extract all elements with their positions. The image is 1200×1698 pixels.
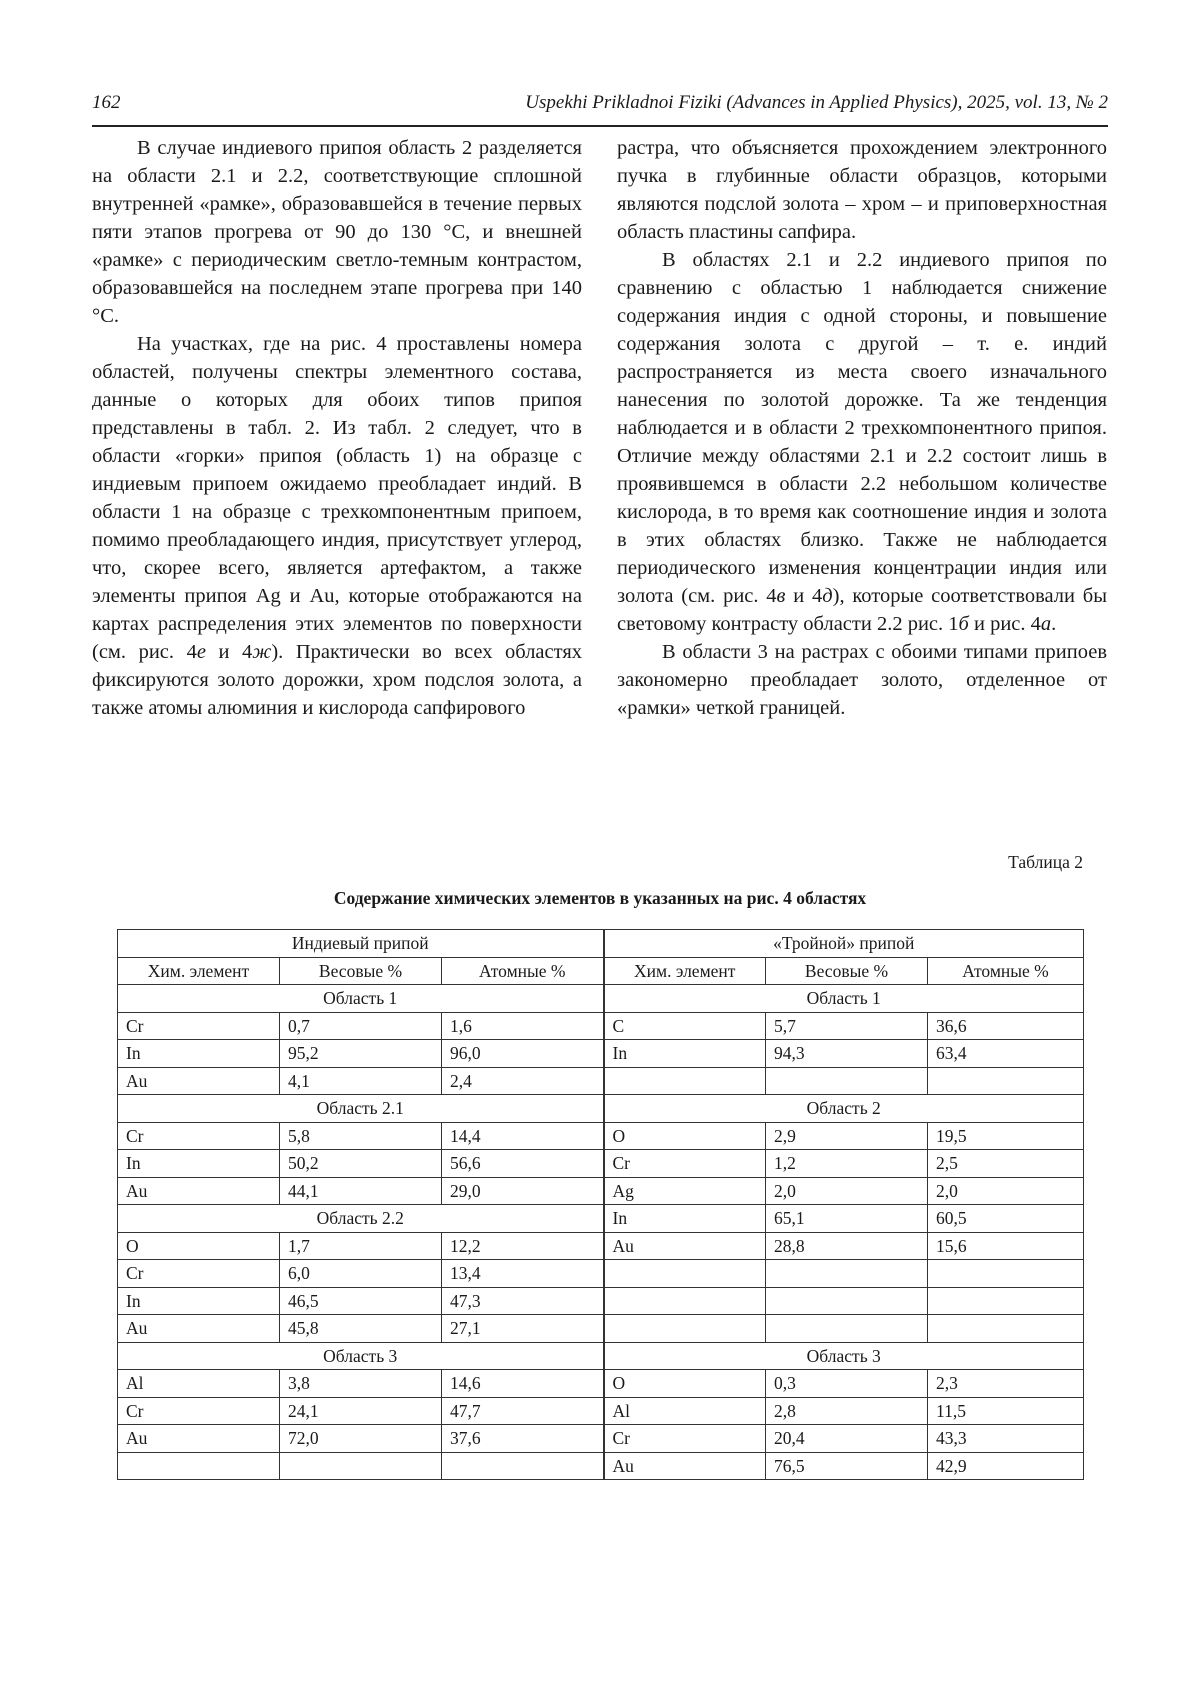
element-cell (604, 1287, 766, 1315)
element-cell: Au (118, 1425, 280, 1453)
element-cell: O (604, 1122, 766, 1150)
figure-ref: д (822, 585, 833, 607)
table-row (118, 1370, 1084, 1398)
text-run: ), которые соответствовали бы световому контрасту области 2.2 рис. 1 (617, 585, 1107, 635)
weight-percent-cell: 50,2 (280, 1150, 442, 1178)
weight-percent-cell: 2,0 (766, 1177, 928, 1205)
figure-ref: ж (252, 641, 272, 663)
section-label: Область 2.2 (118, 1205, 604, 1233)
weight-percent-cell: 20,4 (766, 1425, 928, 1453)
right-column (617, 134, 1107, 722)
weight-percent-cell: 24,1 (280, 1397, 442, 1425)
weight-percent-cell: 3,8 (280, 1370, 442, 1398)
weight-percent-cell: 44,1 (280, 1177, 442, 1205)
atomic-percent-cell: 96,0 (442, 1040, 604, 1068)
weight-percent-cell: 2,9 (766, 1122, 928, 1150)
journal-title: Uspekhi Prikladnoi Fiziki (Advances in Applied Physics), 2025, vol. 13, № 2 (525, 92, 1108, 113)
element-cell: Au (118, 1067, 280, 1095)
figure-ref: б (958, 613, 969, 635)
table-label: Таблица 2 (1008, 852, 1083, 872)
element-cell: Au (118, 1315, 280, 1343)
table-row (118, 1150, 1084, 1178)
section-label: Область 3 (604, 1342, 1084, 1370)
element-cell: Al (604, 1397, 766, 1425)
left-column (92, 134, 582, 722)
element-cell (604, 1260, 766, 1288)
element-cell: Au (604, 1452, 766, 1480)
weight-percent-cell (280, 1452, 442, 1480)
element-cell: Au (604, 1232, 766, 1260)
table-row (118, 1425, 1084, 1453)
paragraph: растра, что объясняется прохождением электронного пучка в глубинные области образцов, которыми являются подслой золота – хром – и приповерхностная область пластины сапфира. (617, 137, 1107, 243)
element-cell: Cr (118, 1012, 280, 1040)
atomic-percent-cell: 37,6 (442, 1425, 604, 1453)
weight-percent-cell (766, 1260, 928, 1288)
table-row (118, 1452, 1084, 1480)
section-label: Область 3 (118, 1342, 604, 1370)
element-cell: Cr (118, 1122, 280, 1150)
running-head (92, 92, 1108, 122)
atomic-percent-cell (928, 1287, 1084, 1315)
text-run: На участках, где на рис. 4 проставлены номера областей, получены спектры элементного состава, данные о которых для обоих типов припоя представлены в табл. 2. Из табл. 2 следует, что в области «горки» припоя (область 1) на образце с индиевым припоем ожидаемо преобладает индий. В области 1 на образце с трехкомпонентным припоем, помимо преобладающего индия, присутствует углерод, что, скорее всего, является артефактом, а также элементы припоя Ag и Au, которые отображаются на картах распределения этих элементов по поверхности (см. рис. 4 (92, 333, 582, 663)
weight-percent-cell: 0,7 (280, 1012, 442, 1040)
element-cell: In (604, 1205, 766, 1233)
weight-percent-cell: 4,1 (280, 1067, 442, 1095)
group-header: «Тройной» припой (604, 930, 1084, 958)
column-header: Атомные % (442, 957, 604, 985)
table-row (118, 1177, 1084, 1205)
section-label: Область 1 (604, 985, 1084, 1013)
weight-percent-cell: 0,3 (766, 1370, 928, 1398)
atomic-percent-cell (442, 1452, 604, 1480)
section-label: Область 1 (118, 985, 604, 1013)
element-cell: In (118, 1040, 280, 1068)
element-cell (604, 1067, 766, 1095)
element-cell: Cr (118, 1260, 280, 1288)
text-run: и 4 (205, 641, 253, 663)
element-cell: In (118, 1150, 280, 1178)
atomic-percent-cell: 13,4 (442, 1260, 604, 1288)
element-cell: O (604, 1370, 766, 1398)
weight-percent-cell: 76,5 (766, 1452, 928, 1480)
weight-percent-cell: 95,2 (280, 1040, 442, 1068)
atomic-percent-cell: 14,4 (442, 1122, 604, 1150)
atomic-percent-cell: 2,3 (928, 1370, 1084, 1398)
table-row (118, 1315, 1084, 1343)
atomic-percent-cell: 56,6 (442, 1150, 604, 1178)
table-row (118, 1205, 1084, 1233)
element-cell: In (604, 1040, 766, 1068)
column-header: Хим. элемент (604, 957, 766, 985)
table-row (118, 1232, 1084, 1260)
atomic-percent-cell: 36,6 (928, 1012, 1084, 1040)
text-run: В областях 2.1 и 2.2 индиевого припоя по сравнению с областью 1 наблюдается снижение содержания индия с одной стороны, и повышение содержания золота с другой – т. е. индий распространяется из места своего изначального нанесения по золотой дорожке. Та же тенденция наблюдается и в области 2 трехкомпонентного припоя. Отличие между областями 2.1 и 2.2 состоит лишь в проявившемся в области 2.2 небольшом количестве кислорода, в то время как соотношение индия и золота в этих областях близко. Также не наблюдается периодического изменения концентрации индия или золота (см. рис. 4 (617, 249, 1107, 607)
element-cell (118, 1452, 280, 1480)
atomic-percent-cell (928, 1315, 1084, 1343)
atomic-percent-cell (928, 1067, 1084, 1095)
atomic-percent-cell: 42,9 (928, 1452, 1084, 1480)
element-cell: In (118, 1287, 280, 1315)
weight-percent-cell: 45,8 (280, 1315, 442, 1343)
weight-percent-cell: 2,8 (766, 1397, 928, 1425)
atomic-percent-cell: 60,5 (928, 1205, 1084, 1233)
atomic-percent-cell: 12,2 (442, 1232, 604, 1260)
section-row (118, 1095, 1084, 1123)
atomic-percent-cell: 1,6 (442, 1012, 604, 1040)
element-cell: Cr (604, 1150, 766, 1178)
table-row (118, 1040, 1084, 1068)
composition-table (117, 929, 1084, 1480)
weight-percent-cell: 1,7 (280, 1232, 442, 1260)
atomic-percent-cell: 47,3 (442, 1287, 604, 1315)
section-row (118, 985, 1084, 1013)
weight-percent-cell: 1,2 (766, 1150, 928, 1178)
atomic-percent-cell: 43,3 (928, 1425, 1084, 1453)
atomic-percent-cell: 27,1 (442, 1315, 604, 1343)
table-row (118, 1122, 1084, 1150)
weight-percent-cell (766, 1315, 928, 1343)
weight-percent-cell: 72,0 (280, 1425, 442, 1453)
weight-percent-cell (766, 1287, 928, 1315)
text-run: и рис. 4 (968, 613, 1041, 635)
column-header: Весовые % (766, 957, 928, 985)
column-header: Атомные % (928, 957, 1084, 985)
group-header-row (118, 930, 1084, 958)
group-header: Индиевый припой (118, 930, 604, 958)
atomic-percent-cell: 2,5 (928, 1150, 1084, 1178)
atomic-percent-cell: 63,4 (928, 1040, 1084, 1068)
atomic-percent-cell: 29,0 (442, 1177, 604, 1205)
weight-percent-cell: 5,7 (766, 1012, 928, 1040)
table-row (118, 1067, 1084, 1095)
paragraph: В области 3 на растрах с обоими типами припоев закономерно преобладает золото, отделенное от «рамки» четкой границей. (617, 641, 1107, 719)
weight-percent-cell (766, 1067, 928, 1095)
weight-percent-cell: 28,8 (766, 1232, 928, 1260)
element-cell: Au (118, 1177, 280, 1205)
element-cell: C (604, 1012, 766, 1040)
header-divider (92, 125, 1108, 127)
element-cell: Ag (604, 1177, 766, 1205)
weight-percent-cell: 46,5 (280, 1287, 442, 1315)
column-header: Хим. элемент (118, 957, 280, 985)
atomic-percent-cell: 15,6 (928, 1232, 1084, 1260)
atomic-percent-cell: 2,0 (928, 1177, 1084, 1205)
table-row (118, 1260, 1084, 1288)
table-row (118, 1397, 1084, 1425)
element-cell: Al (118, 1370, 280, 1398)
figure-ref: е (196, 641, 206, 663)
atomic-percent-cell: 19,5 (928, 1122, 1084, 1150)
atomic-percent-cell: 14,6 (442, 1370, 604, 1398)
paragraph: В случае индиевого припоя область 2 разделяется на области 2.1 и 2.2, соответствующие сплошной внутренней «рамке», образовавшейся в течение первых пяти этапов прогрева от 90 до 130 °C, и внешней «рамке» с периодическим светло-темным контрастом, образовавшейся на последнем этапе прогрева при 140 °C. (92, 137, 582, 327)
paragraph (92, 330, 582, 722)
atomic-percent-cell: 2,4 (442, 1067, 604, 1095)
table-row (118, 1287, 1084, 1315)
figure-ref: а (1040, 613, 1052, 635)
element-cell (604, 1315, 766, 1343)
text-run: и 4 (785, 585, 823, 607)
column-header: Весовые % (280, 957, 442, 985)
atomic-percent-cell: 47,7 (442, 1397, 604, 1425)
weight-percent-cell: 6,0 (280, 1260, 442, 1288)
element-cell: Cr (118, 1397, 280, 1425)
column-header-row (118, 957, 1084, 985)
atomic-percent-cell (928, 1260, 1084, 1288)
figure-ref: в (776, 585, 786, 607)
page-number: 162 (92, 92, 121, 113)
text-run: . (1051, 613, 1057, 635)
weight-percent-cell: 65,1 (766, 1205, 928, 1233)
weight-percent-cell: 5,8 (280, 1122, 442, 1150)
section-label: Область 2 (604, 1095, 1084, 1123)
table-row (118, 1012, 1084, 1040)
weight-percent-cell: 94,3 (766, 1040, 928, 1068)
atomic-percent-cell: 11,5 (928, 1397, 1084, 1425)
section-label: Область 2.1 (118, 1095, 604, 1123)
section-row (118, 1342, 1084, 1370)
element-cell: O (118, 1232, 280, 1260)
table-title: Содержание химических элементов в указанных на рис. 4 областях (333, 888, 867, 908)
paragraph (617, 246, 1107, 638)
text-run: ). Практически во всех областях фиксируются золото дорожки, хром подслоя золота, а также атомы алюминия и кислорода сапфирового (92, 641, 582, 719)
element-cell: Cr (604, 1425, 766, 1453)
